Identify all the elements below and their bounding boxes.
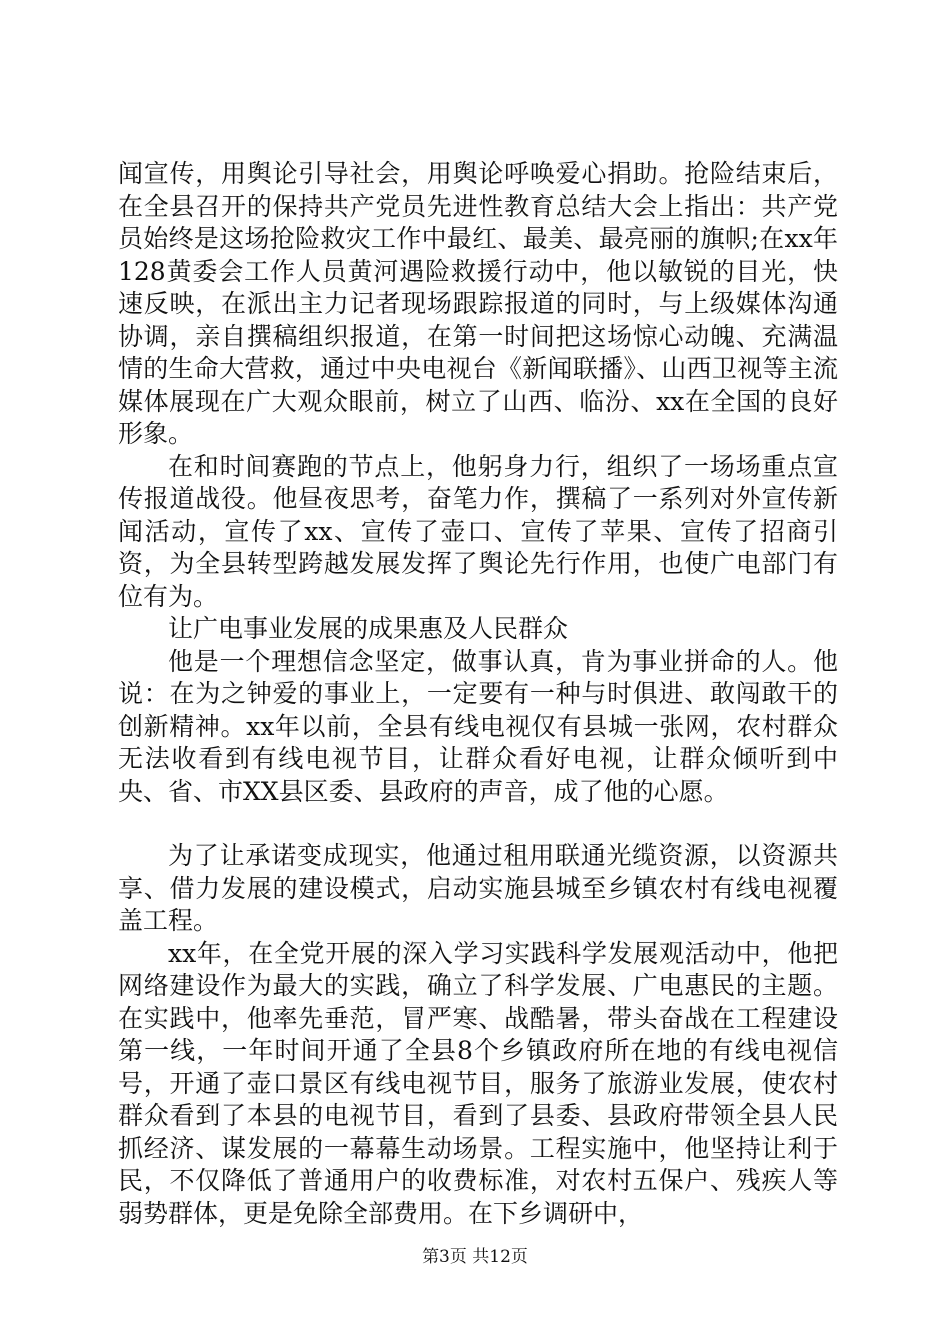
paragraph-2: 在和时间赛跑的节点上，他躬身力行，组织了一场场重点宣传报道战役。他昼夜思考，奋笔力作，撰稿了一系列对外宣传新闻活动，宣传了xx、宣传了壶口、宣传了苹果、宣传了招商引资，为全县转型跨越发展发挥了舆论先行作用，也使广电部门有位有为。	[118, 451, 838, 611]
paragraph-5: xx年，在全党开展的深入学习实践科学发展观活动中，他把网络建设作为最大的实践，确立了科学发展、广电惠民的主题。在实践中，他率先垂范，冒严寒、战酷暑，带头奋战在工程建设第一线，一年时间开通了全县8个乡镇政府所在地的有线电视信号，开通了壶口景区有线电视节目，服务了旅游业发展，使农村群众看到了本县的电视节目，看到了县委、县政府带领全县人民抓经济、谋发展的一幕幕生动场景。工程实施中，他坚持让利于民，不仅降低了普通用户的收费标准，对农村五保户、残疾人等弱势群体，更是免除全部费用。在下乡调研中，	[118, 938, 838, 1228]
section-heading: 让广电事业发展的成果惠及人民群众	[168, 614, 569, 643]
page-number-footer: 第3页 共12页	[422, 1247, 528, 1267]
blank-line	[118, 808, 838, 840]
paragraph-4: 为了让承诺变成现实，他通过租用联通光缆资源，以资源共享、借力发展的建设模式，启动实施县城至乡镇农村有线电视覆盖工程。	[118, 841, 838, 935]
document-body	[118, 158, 838, 1230]
paragraph-1: 闻宣传，用舆论引导社会，用舆论呼唤爱心捐助。抢险结束后，在全县召开的保持共产党员先进性教育总结大会上指出：共产党员始终是这场抢险救灾工作中最红、最美、最亮丽的旗帜;在xx年128黄委会工作人员黄河遇险救援行动中，他以敏锐的目光，快速反映，在派出主力记者现场跟踪报道的同时，与上级媒体沟通协调，亲自撰稿组织报道，在第一时间把这场惊心动魄、充满温情的生命大营救，通过中央电视台《新闻联播》、山西卫视等主流媒体展现在广大观众眼前，树立了山西、临汾、xx在全国的良好形象。	[118, 159, 838, 448]
paragraph-3: 他是一个理想信念坚定，做事认真，肯为事业拼命的人。他说：在为之钟爱的事业上，一定要有一种与时俱进、敢闯敢干的创新精神。xx年以前，全县有线电视仅有县城一张网，农村群众无法收看到有线电视节目，让群众看好电视，让群众倾听到中央、省、市XX县区委、县政府的声音，成了他的心愿。	[118, 646, 838, 806]
